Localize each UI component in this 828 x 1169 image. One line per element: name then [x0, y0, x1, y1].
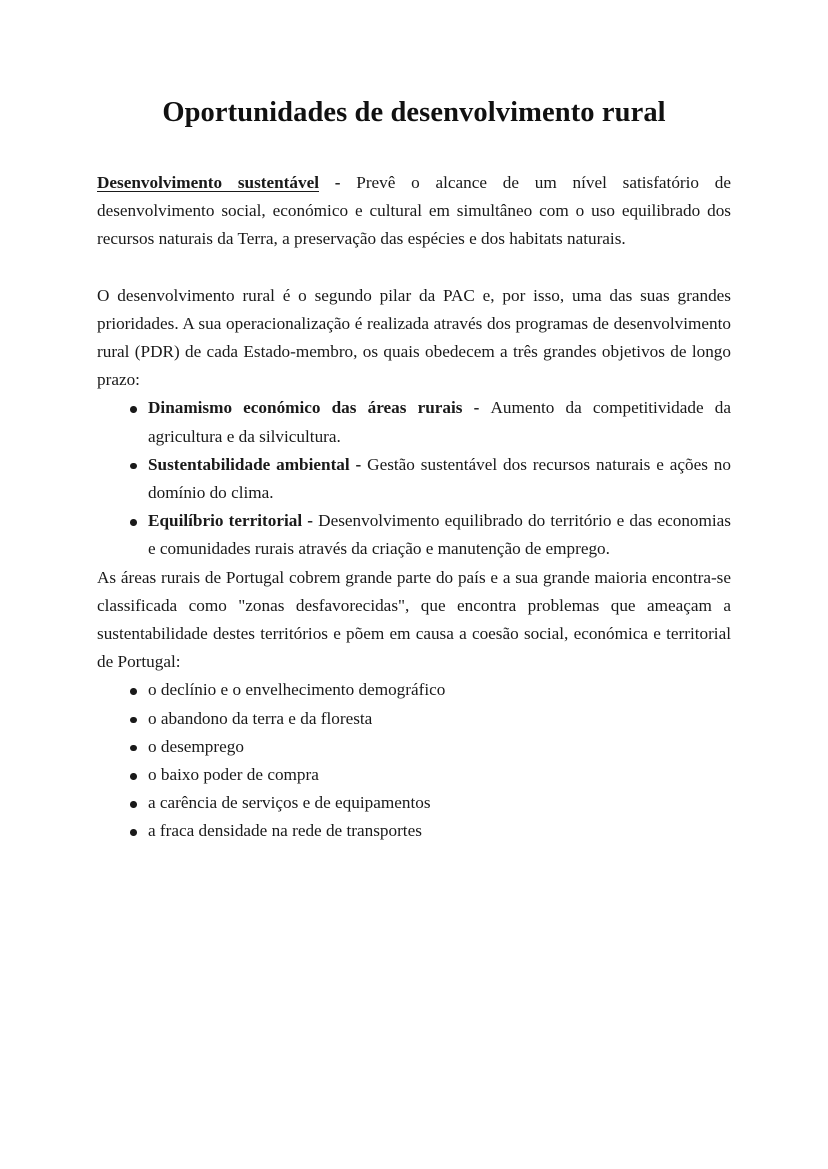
- document-content: [97, 0, 731, 846]
- intro-text: O desenvolvimento rural é o segundo pilar da PAC e, por isso, uma das suas grandes prioridades. A sua operacionalização é realizada através dos programas de desenvolvimento rural (PDR) de cada Estado-membro, os quais obedecem a três grandes objetivos de longo prazo:: [97, 285, 731, 390]
- list-item: [97, 817, 731, 845]
- paragraph-definition: [97, 169, 731, 254]
- list-item: [97, 789, 731, 817]
- problems-list: [97, 676, 731, 845]
- list-item: [97, 761, 731, 789]
- problem-text: o declínio e o envelhecimento demográfico: [148, 680, 446, 700]
- objective-separator: -: [302, 511, 319, 531]
- problem-text: a carência de serviços e de equipamentos: [148, 793, 431, 813]
- list-item: [97, 676, 731, 704]
- problem-text: o desemprego: [148, 736, 244, 756]
- objective-body: Aumento da competitividade da agricultura e da silvicultura.: [148, 398, 731, 446]
- list-item: [97, 733, 731, 761]
- page-title: Oportunidades de desenvolvimento rural: [162, 97, 666, 128]
- objective-separator: -: [462, 398, 491, 418]
- list-item: [97, 507, 731, 563]
- definition-lead-term: Desenvolvimento sustentável: [97, 173, 319, 192]
- objective-body: Gestão sustentável dos recursos naturais e ações no domínio do clima.: [148, 454, 731, 503]
- portugal-text: As áreas rurais de Portugal cobrem grande parte do país e a sua grande maioria encontra-se classificada como "zonas desfavorecidas", que encontra problemas que ameaçam a sustentabilidade destes territórios e põem em causa a coesão social, económica e territorial de Portugal:: [97, 567, 731, 672]
- objective-lead-term: Equilíbrio territorial: [148, 511, 303, 531]
- problem-text: o abandono da terra e da floresta: [148, 708, 373, 728]
- objective-separator: -: [349, 454, 368, 474]
- objective-body: Desenvolvimento equilibrado do território e das economias e comunidades rurais através da criação e manutenção de emprego.: [148, 511, 731, 559]
- list-item: [97, 451, 731, 507]
- objectives-list: [97, 394, 731, 563]
- definition-separator: -: [319, 173, 357, 192]
- problem-text: o baixo poder de compra: [148, 765, 319, 785]
- objective-lead-term: Dinamismo económico das áreas rurais: [148, 398, 463, 418]
- paragraph-portugal: [97, 564, 731, 677]
- list-item: [97, 705, 731, 733]
- problem-text: a fraca densidade na rede de transportes: [148, 821, 422, 841]
- paragraph-intro: [97, 282, 731, 395]
- definition-body: Prevê o alcance de um nível satisfatório de desenvolvimento social, económico e cultural em simultâneo com o uso equilibrado dos recursos naturais da Terra, a preservação das espécies e dos habitats naturais.: [97, 173, 731, 249]
- list-item: [97, 394, 731, 450]
- objective-lead-term: Sustentabilidade ambiental: [148, 454, 350, 474]
